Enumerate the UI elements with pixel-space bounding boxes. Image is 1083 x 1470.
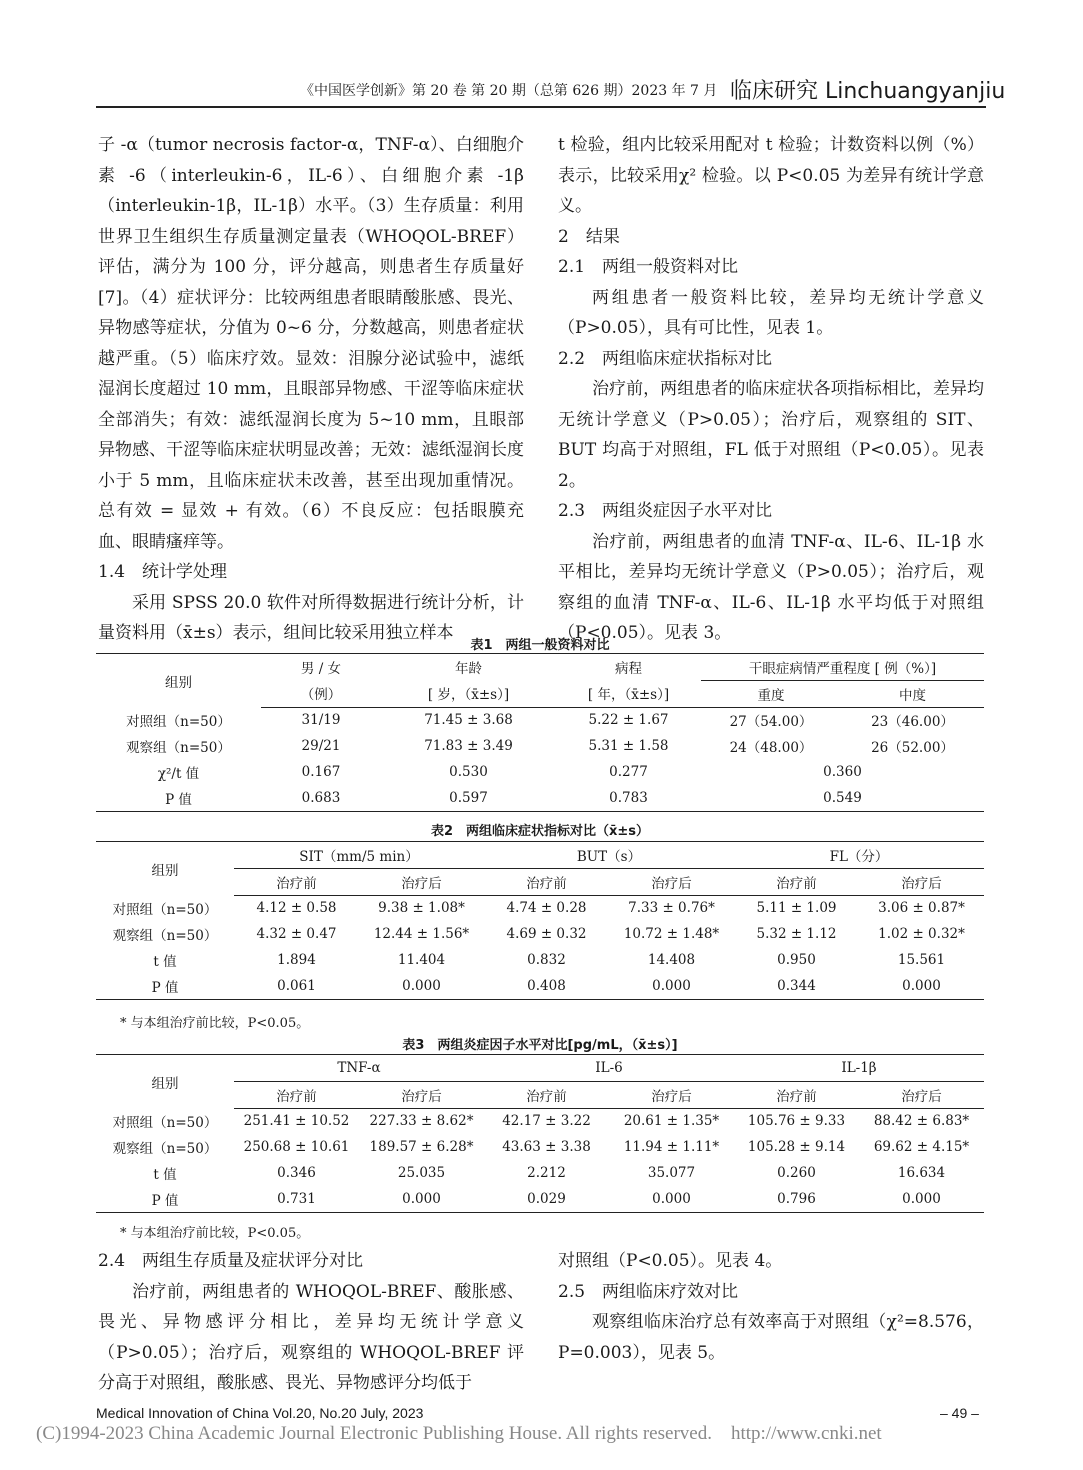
table-cell: 42.17 ± 3.22 bbox=[502, 1113, 591, 1130]
table-cell: 43.63 ± 3.38 bbox=[502, 1139, 591, 1156]
table-header: 治疗后 bbox=[859, 1081, 984, 1108]
table-cell: 11.94 ± 1.11* bbox=[623, 1139, 720, 1156]
table-cell: 10.72 ± 1.48* bbox=[623, 926, 720, 943]
table-header: 治疗后 bbox=[859, 868, 984, 895]
table-row bbox=[96, 1108, 984, 1134]
table-header: （例） bbox=[261, 680, 381, 707]
table-cell: 0.549 bbox=[701, 785, 984, 811]
table2-note: * 与本组治疗前比较，P<0.05。 bbox=[120, 1016, 310, 1031]
table-cell: P 值 bbox=[96, 973, 234, 999]
table-cell: 对照组（n=50） bbox=[126, 714, 231, 731]
section-heading: 2.5 两组临床疗效对比 bbox=[558, 1281, 739, 1302]
right-column bbox=[558, 130, 984, 649]
table-cell: 105.28 ± 9.14 bbox=[747, 1139, 846, 1156]
table-cell: 4.69 ± 0.32 bbox=[506, 926, 587, 943]
table-row bbox=[96, 895, 984, 921]
table-cell: 观察组（n=50） bbox=[112, 1141, 218, 1158]
table-cell: 0.000 bbox=[609, 973, 734, 999]
header-rule bbox=[96, 106, 986, 108]
table-cell: 0.260 bbox=[777, 1165, 816, 1182]
table-header: 组别 bbox=[96, 654, 261, 708]
copyright-watermark: (C)1994-2023 China Academic Journal Electronic Publishing House. All rights reserved. http://www.cnki.net bbox=[36, 1423, 882, 1444]
table-cell: 20.61 ± 1.35* bbox=[623, 1113, 720, 1130]
table-cell: 23（46.00） bbox=[871, 714, 954, 731]
table-row bbox=[96, 947, 984, 973]
table-header: 病程 bbox=[556, 654, 701, 681]
table-row bbox=[96, 973, 984, 999]
table-header: [ 岁，（x̄±s）] bbox=[381, 680, 556, 707]
table-header: 治疗后 bbox=[609, 1081, 734, 1108]
table-cell: 0.000 bbox=[859, 1186, 984, 1212]
table-cell: 35.077 bbox=[647, 1165, 696, 1182]
table-cell: 3.06 ± 0.87* bbox=[878, 900, 965, 917]
table-cell: 227.33 ± 8.62* bbox=[369, 1113, 474, 1130]
table-cell: 1.894 bbox=[277, 952, 316, 969]
paragraph: 治疗前，两组患者的临床症状各项指标相比，差异均无统计学意义（P>0.05）；治疗后，观察组的 SIT、BUT 均高于对照组，FL 低于对照组（P<0.05）。见表 2。 bbox=[558, 379, 984, 491]
table-cell: 0.530 bbox=[449, 764, 488, 781]
table-cell: 5.11 ± 1.09 bbox=[756, 900, 837, 917]
table-row bbox=[96, 1134, 984, 1160]
page-number: – 49 – bbox=[940, 1405, 979, 1421]
table-cell: 31/19 bbox=[301, 712, 341, 729]
table-cell: 7.33 ± 0.76* bbox=[628, 900, 715, 917]
table-cell: 4.74 ± 0.28 bbox=[506, 900, 587, 917]
journal-header: 《中国医学创新》第 20 卷 第 20 期（总第 626 期）2023 年 7 月 bbox=[300, 83, 718, 99]
table-cell: 0.346 bbox=[277, 1165, 316, 1182]
table-cell: P 值 bbox=[96, 785, 261, 811]
right-column-lower bbox=[558, 1246, 984, 1368]
table-header: 治疗前 bbox=[734, 868, 859, 895]
table-cell: 5.22 ± 1.67 bbox=[588, 712, 669, 729]
table-cell: 251.41 ± 10.52 bbox=[243, 1113, 350, 1130]
footer-journal: Medical Innovation of China Vol.20, No.20 July, 2023 bbox=[96, 1405, 424, 1421]
table-header: 治疗后 bbox=[609, 868, 734, 895]
table3-caption: 表3 两组炎症因子水平对比[pg/mL，（x̄±s）] bbox=[402, 1038, 678, 1053]
table-cell: 5.32 ± 1.12 bbox=[756, 926, 837, 943]
table-row bbox=[96, 921, 984, 947]
section-heading: 2.4 两组生存质量及症状评分对比 bbox=[98, 1251, 364, 1271]
paragraph: 子 -α（tumor necrosis factor-α，TNF-α）、白细胞介素 -6（interleukin-6，IL-6）、白细胞介素 -1β（interleukin-1β，IL-1β）水平。（3）生存质量：利用世界卫生组织生存质量测定量表（WHOQOL-BREF）评估，满分为 100 分，评分越高，则患者生存质量好 [7]。（4）症状评分：比较两组患者眼睛酸胀感、畏光、异物感等症状，分值为 0~6 分，分数越高，则患者症状越严重。（5）临床疗效。显效：泪腺分泌试验中，滤纸湿润长度超过 10 mm，且眼部异物感、干涩等临床症状全部消失；有效：滤纸湿润长度为 5~10 mm，且眼部异物感、干涩等临床症状明显改善；无效：滤纸湿润长度小于 5 mm，且临床症状未改善，甚至出现加重情况。总有效 = 显效 + 有效。（6）不良反应：包括眼膜充血、眼睛瘙痒等。 bbox=[98, 135, 524, 552]
table-row bbox=[96, 785, 984, 811]
section-heading: 2.3 两组炎症因子水平对比 bbox=[558, 501, 773, 521]
table3-note: * 与本组治疗前比较，P<0.05。 bbox=[120, 1226, 310, 1241]
table-cell: 24（48.00） bbox=[729, 740, 813, 757]
table-header: 治疗前 bbox=[484, 868, 609, 895]
table-cell: 14.408 bbox=[647, 952, 696, 969]
paragraph: 治疗前，两组患者的血清 TNF-α、IL-6、IL-1β 水平相比，差异均无统计学意义（P>0.05）；治疗后，观察组的血清 TNF-α、IL-6、IL-1β 水平均低于对照组（P<0.05）。见表 3。 bbox=[558, 531, 984, 643]
table-row bbox=[96, 707, 984, 733]
table-header: 治疗后 bbox=[359, 868, 484, 895]
table-cell: 71.83 ± 3.49 bbox=[424, 738, 513, 755]
table2 bbox=[96, 841, 984, 1000]
table-cell: 25.035 bbox=[397, 1165, 446, 1182]
table-cell: 0.408 bbox=[484, 973, 609, 999]
table-header: [ 年，（x̄±s）] bbox=[556, 680, 701, 707]
table-cell: 105.76 ± 9.33 bbox=[747, 1113, 846, 1130]
table-row bbox=[96, 733, 984, 759]
table-cell: 16.634 bbox=[897, 1165, 946, 1182]
table-cell: 0.597 bbox=[381, 785, 556, 811]
paragraph: 观察组临床治疗总有效率高于对照组（χ²=8.576，P=0.003），见表 5。 bbox=[558, 1312, 984, 1363]
table-cell: 71.45 ± 3.68 bbox=[424, 712, 513, 729]
section-heading: 2.2 两组临床症状指标对比 bbox=[558, 348, 773, 369]
table-cell: 29/21 bbox=[301, 738, 341, 755]
table-cell: 0.796 bbox=[734, 1186, 859, 1212]
table-header: 男 / 女 bbox=[261, 654, 381, 681]
table-header: TNF-α bbox=[234, 1055, 484, 1082]
table-cell: 0.832 bbox=[527, 952, 566, 969]
table-cell: 对照组（n=50） bbox=[112, 1115, 218, 1132]
table-header: BUT（s） bbox=[484, 842, 734, 869]
table-cell: 0.000 bbox=[859, 973, 984, 999]
table-cell: 0.277 bbox=[609, 764, 648, 781]
table-cell: 0.731 bbox=[234, 1186, 359, 1212]
table-cell: 9.38 ± 1.08* bbox=[378, 900, 465, 917]
table-header: IL-1β bbox=[734, 1055, 984, 1082]
table-cell: 0.061 bbox=[234, 973, 359, 999]
table-header: 治疗前 bbox=[234, 868, 359, 895]
section-heading: 1.4 统计学处理 bbox=[98, 562, 228, 582]
table-cell: 88.42 ± 6.83* bbox=[873, 1113, 970, 1130]
table-cell: 27（54.00） bbox=[729, 714, 813, 731]
table-header: 治疗后 bbox=[359, 1081, 484, 1108]
table-header: IL-6 bbox=[484, 1055, 734, 1082]
table-header: 治疗前 bbox=[484, 1081, 609, 1108]
table-cell: 4.32 ± 0.47 bbox=[256, 926, 337, 943]
table-cell: 0.344 bbox=[734, 973, 859, 999]
table-cell: 0.683 bbox=[261, 785, 381, 811]
table-header: 干眼症病情严重程度 [ 例（%）] bbox=[701, 654, 984, 681]
paragraph: 两组患者一般资料比较，差异均无统计学意义（P>0.05），具有可比性，见表 1。 bbox=[558, 287, 984, 338]
table-row bbox=[96, 1160, 984, 1186]
table-row bbox=[96, 1186, 984, 1212]
table-header: 治疗前 bbox=[734, 1081, 859, 1108]
table-cell: 0.000 bbox=[359, 1186, 484, 1212]
table-cell: 0.783 bbox=[556, 785, 701, 811]
table-header: 治疗前 bbox=[234, 1081, 359, 1108]
table-cell: 69.62 ± 4.15* bbox=[873, 1139, 970, 1156]
table-cell: 0.029 bbox=[484, 1186, 609, 1212]
table-cell: 11.404 bbox=[397, 952, 446, 969]
table-header: 重度 bbox=[701, 680, 841, 707]
table-cell: 12.44 ± 1.56* bbox=[373, 926, 470, 943]
table-cell: 5.31 ± 1.58 bbox=[588, 738, 669, 755]
table-cell: 0.000 bbox=[609, 1186, 734, 1212]
table2-caption: 表2 两组临床症状指标对比（x̄±s） bbox=[430, 824, 650, 839]
table-cell: 26（52.00） bbox=[871, 740, 954, 757]
left-column-lower bbox=[98, 1246, 524, 1399]
table-cell: 观察组（n=50） bbox=[126, 740, 231, 757]
table-cell: 189.57 ± 6.28* bbox=[369, 1139, 474, 1156]
table-cell: 0.000 bbox=[359, 973, 484, 999]
paragraph: 采用 SPSS 20.0 软件对所得数据进行统计分析，计量资料用（x̄±s）表示，组间比较采用独立样本 bbox=[98, 592, 524, 643]
section-title: 临床研究 Linchuangyanjiu bbox=[730, 79, 1006, 104]
section-heading: 2.1 两组一般资料对比 bbox=[558, 257, 739, 277]
table-row bbox=[96, 759, 984, 785]
table-cell: 250.68 ± 10.61 bbox=[243, 1139, 350, 1156]
table-cell: t 值 bbox=[153, 1167, 177, 1184]
paragraph: 治疗前，两组患者的 WHOQOL-BREF、酸胀感、畏光、异物感评分相比，差异均无统计学意义（P>0.05）；治疗后，观察组的 WHOQOL-BREF 评分高于对照组，酸胀感、畏光、异物感评分均低于 bbox=[98, 1281, 524, 1393]
table-cell: χ²/t 值 bbox=[157, 766, 200, 783]
table-cell: 观察组（n=50） bbox=[112, 928, 218, 945]
table-cell: 对照组（n=50） bbox=[112, 902, 218, 919]
table-header: 中度 bbox=[841, 680, 984, 707]
table-cell: 1.02 ± 0.32* bbox=[878, 926, 965, 943]
table1 bbox=[96, 653, 984, 812]
table-cell: 0.167 bbox=[301, 764, 341, 781]
table-header: FL（分） bbox=[734, 842, 984, 869]
table1-caption: 表1 两组一般资料对比 bbox=[470, 638, 610, 653]
paragraph: t 检验，组内比较采用配对 t 检验；计数资料以例（%）表示，比较采用χ² 检验。以 P<0.05 为差异有统计学意义。 bbox=[558, 135, 984, 216]
table-header: SIT（mm/5 min） bbox=[234, 842, 484, 869]
section-heading: 2 结果 bbox=[558, 226, 620, 247]
table-header: 组别 bbox=[96, 842, 234, 896]
table-cell: P 值 bbox=[96, 1186, 234, 1212]
table-cell: 2.212 bbox=[527, 1165, 566, 1182]
paragraph: 对照组（P<0.05）。见表 4。 bbox=[558, 1251, 783, 1271]
table-header: 组别 bbox=[96, 1055, 234, 1109]
table-header: 年龄 bbox=[381, 654, 556, 681]
table-cell: 0.360 bbox=[823, 764, 862, 781]
table3 bbox=[96, 1054, 984, 1213]
left-column bbox=[98, 130, 524, 649]
table-cell: 0.950 bbox=[777, 952, 816, 969]
table-cell: t 值 bbox=[153, 954, 177, 971]
table-cell: 4.12 ± 0.58 bbox=[256, 900, 337, 917]
table-cell: 15.561 bbox=[897, 952, 946, 969]
